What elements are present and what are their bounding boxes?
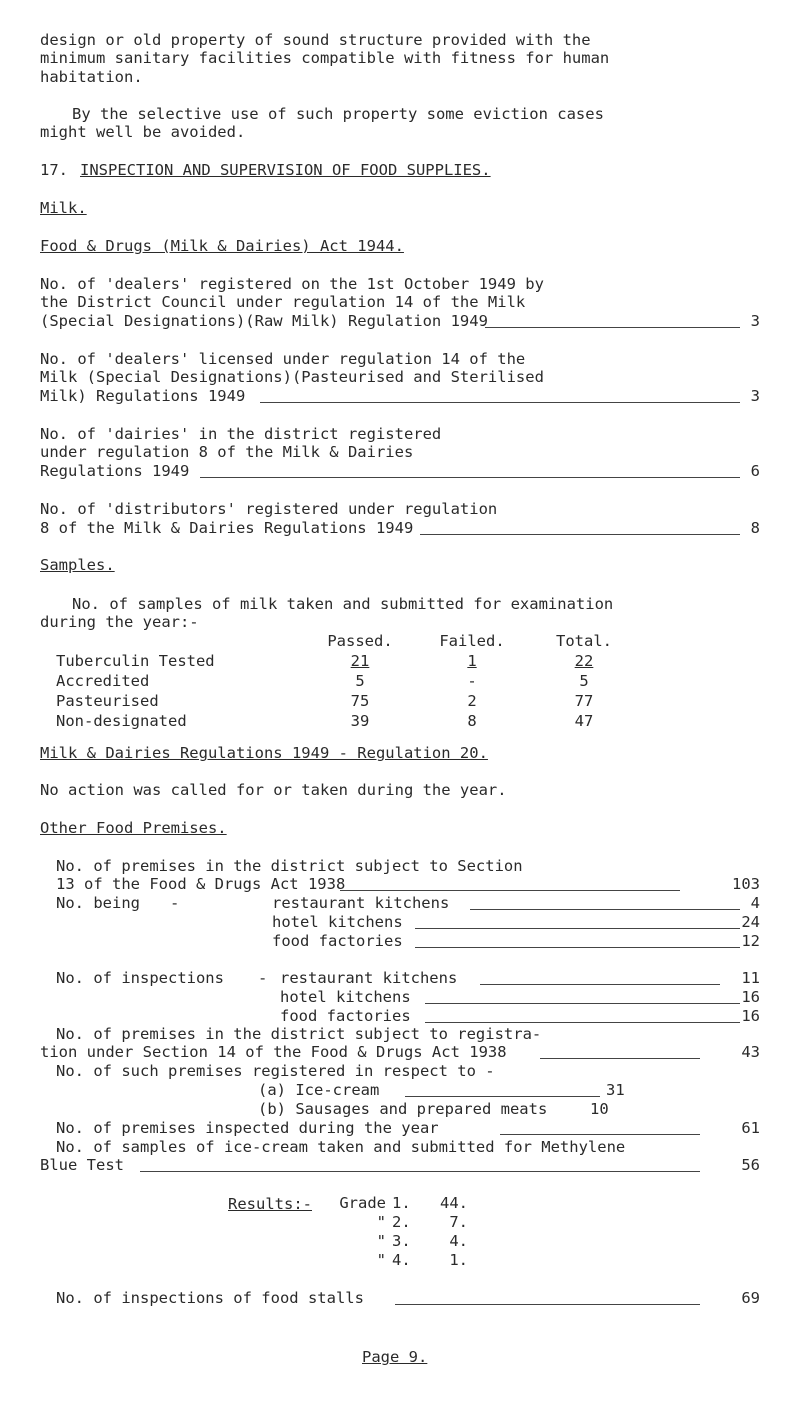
leader-line bbox=[480, 984, 720, 985]
intro-line-4: By the selective use of such property some eviction cases bbox=[72, 105, 604, 123]
grade-value: 7. bbox=[449, 1213, 468, 1231]
leader-line bbox=[470, 909, 740, 910]
table-row bbox=[336, 1194, 474, 1213]
reg20-text: No action was called for or taken during the year. bbox=[40, 781, 507, 799]
leader-line bbox=[540, 1058, 700, 1059]
ice-cream-samples-value: 56 bbox=[741, 1156, 760, 1174]
row-label: Tuberculin Tested bbox=[56, 652, 215, 670]
dealers-raw-value: 3 bbox=[750, 312, 760, 330]
being-hotel-value: 24 bbox=[741, 913, 760, 931]
intro-line-2: minimum sanitary facilities compatible with fitness for human bbox=[40, 49, 610, 67]
dealers-past-line-2: Milk (Special Designations)(Pasteurised and Sterilised bbox=[40, 368, 544, 386]
grade-value: 44. bbox=[440, 1194, 468, 1212]
intro-line-5: might well be avoided. bbox=[40, 123, 246, 141]
page-number: Page 9. bbox=[362, 1348, 428, 1366]
results-label: Results:- bbox=[228, 1195, 312, 1213]
samples-heading: Samples. bbox=[40, 556, 115, 574]
milk-heading: Milk. bbox=[40, 199, 87, 217]
dealers-past-line-3: Milk) Regulations 1949 bbox=[40, 387, 246, 405]
registration-line-1: No. of premises in the district subject to registra- bbox=[56, 1025, 542, 1043]
leader-line bbox=[405, 1096, 600, 1097]
row-total: 47 bbox=[574, 712, 594, 730]
leader-line bbox=[425, 1003, 740, 1004]
dairies-line-1: No. of 'dairies' in the district registered bbox=[40, 425, 442, 443]
samples-header-row bbox=[56, 631, 640, 651]
table-row bbox=[56, 691, 640, 711]
grade-label: " bbox=[376, 1213, 386, 1231]
insp-restaurant-label: restaurant kitchens bbox=[280, 969, 458, 987]
sausages-value: 10 bbox=[590, 1100, 609, 1118]
row-label: Pasteurised bbox=[56, 692, 159, 710]
row-passed: 21 bbox=[350, 652, 370, 670]
insp-factories-value: 16 bbox=[741, 1007, 760, 1025]
ice-cream-value: 31 bbox=[606, 1081, 625, 1099]
dealers-past-value: 3 bbox=[750, 387, 760, 405]
samples-intro-1: No. of samples of milk taken and submitted for examination bbox=[72, 595, 614, 613]
row-failed: 2 bbox=[467, 692, 477, 710]
table-row bbox=[336, 1213, 474, 1232]
grade-number: 2. bbox=[392, 1213, 411, 1231]
grade-label: Grade bbox=[339, 1194, 386, 1212]
samples-table bbox=[56, 631, 640, 731]
intro-line-1: design or old property of sound structure provided with the bbox=[40, 31, 591, 49]
leader-line bbox=[140, 1171, 700, 1172]
premises-value: 103 bbox=[732, 875, 760, 893]
row-failed: - bbox=[467, 672, 477, 690]
row-failed: 8 bbox=[467, 712, 477, 730]
grade-number: 1. bbox=[392, 1194, 411, 1212]
samples-intro-2: during the year:- bbox=[40, 613, 199, 631]
distributors-value: 8 bbox=[750, 519, 760, 537]
table-row bbox=[56, 671, 640, 691]
row-label: Non-designated bbox=[56, 712, 187, 730]
being-hotel-label: hotel kitchens bbox=[272, 913, 403, 931]
header-failed: Failed. bbox=[439, 632, 505, 650]
grade-label: " bbox=[376, 1251, 386, 1269]
row-passed: 75 bbox=[350, 692, 370, 710]
row-passed: 39 bbox=[350, 712, 370, 730]
registration-line-2: tion under Section 14 of the Food & Drugs Act 1938 bbox=[40, 1043, 507, 1061]
row-total: 22 bbox=[574, 652, 594, 670]
dealers-raw-line-2: the District Council under regulation 14 of the Milk bbox=[40, 293, 526, 311]
ice-cream-label: (a) Ice-cream bbox=[258, 1081, 380, 1099]
food-stalls-label: No. of inspections of food stalls bbox=[56, 1289, 364, 1307]
ice-cream-samples-line-1: No. of samples of ice-cream taken and submitted for Methylene bbox=[56, 1138, 626, 1156]
being-factories-value: 12 bbox=[741, 932, 760, 950]
leader-line bbox=[260, 402, 740, 403]
grade-number: 3. bbox=[392, 1232, 411, 1250]
milk-act: Food & Drugs (Milk & Dairies) Act 1944. bbox=[40, 237, 404, 255]
insp-hotel-value: 16 bbox=[741, 988, 760, 1006]
grade-label: " bbox=[376, 1232, 386, 1250]
such-premises-line: No. of such premises registered in respect to - bbox=[56, 1062, 495, 1080]
being-factories-label: food factories bbox=[272, 932, 403, 950]
section-title: INSPECTION AND SUPERVISION OF FOOD SUPPLIES. bbox=[80, 161, 491, 179]
row-total: 77 bbox=[574, 692, 594, 710]
dairies-line-3: Regulations 1949 bbox=[40, 462, 190, 480]
being-label: No. being bbox=[56, 894, 140, 912]
inspections-label: No. of inspections bbox=[56, 969, 224, 987]
premises-line-2: 13 of the Food & Drugs Act 1938 bbox=[56, 875, 346, 893]
grade-value: 1. bbox=[449, 1251, 468, 1269]
sausages-label: (b) Sausages and prepared meats bbox=[258, 1100, 548, 1118]
dairies-value: 6 bbox=[750, 462, 760, 480]
ice-cream-samples-line-2: Blue Test bbox=[40, 1156, 124, 1174]
dealers-past-line-1: No. of 'dealers' licensed under regulation 14 of the bbox=[40, 350, 526, 368]
reg20-heading: Milk & Dairies Regulations 1949 - Regulation 20. bbox=[40, 744, 488, 762]
premises-line-1: No. of premises in the district subject to Section bbox=[56, 857, 523, 875]
table-row bbox=[336, 1251, 474, 1270]
insp-restaurant-value: 11 bbox=[741, 969, 760, 987]
inspected-value: 61 bbox=[741, 1119, 760, 1137]
leader-line bbox=[420, 534, 740, 535]
results-table bbox=[336, 1194, 474, 1270]
leader-line bbox=[415, 947, 740, 948]
leader-line bbox=[200, 477, 740, 478]
dairies-line-2: under regulation 8 of the Milk & Dairies bbox=[40, 443, 414, 461]
insp-hotel-label: hotel kitchens bbox=[280, 988, 411, 1006]
distributors-line-2: 8 of the Milk & Dairies Regulations 1949 bbox=[40, 519, 414, 537]
row-label: Accredited bbox=[56, 672, 150, 690]
registration-value: 43 bbox=[741, 1043, 760, 1061]
leader-line bbox=[415, 928, 740, 929]
leader-line bbox=[395, 1304, 700, 1305]
table-row bbox=[336, 1232, 474, 1251]
grade-number: 4. bbox=[392, 1251, 411, 1269]
row-failed: 1 bbox=[467, 652, 477, 670]
dealers-raw-line-1: No. of 'dealers' registered on the 1st October 1949 by bbox=[40, 275, 544, 293]
section-number: 17. bbox=[40, 161, 68, 179]
inspected-label: No. of premises inspected during the year bbox=[56, 1119, 439, 1137]
leader-line bbox=[500, 1134, 700, 1135]
header-passed: Passed. bbox=[327, 632, 393, 650]
dealers-raw-line-3: (Special Designations)(Raw Milk) Regulation 1949 bbox=[40, 312, 488, 330]
food-stalls-value: 69 bbox=[741, 1289, 760, 1307]
leader-line bbox=[425, 1022, 740, 1023]
being-restaurant-label: restaurant kitchens bbox=[272, 894, 450, 912]
row-passed: 5 bbox=[355, 672, 365, 690]
leader-line bbox=[485, 327, 740, 328]
insp-factories-label: food factories bbox=[280, 1007, 411, 1025]
grade-value: 4. bbox=[449, 1232, 468, 1250]
leader-line bbox=[340, 890, 680, 891]
header-total: Total. bbox=[556, 632, 612, 650]
distributors-line-1: No. of 'distributors' registered under regulation bbox=[40, 500, 498, 518]
row-total: 5 bbox=[579, 672, 589, 690]
intro-line-3: habitation. bbox=[40, 68, 143, 86]
table-row bbox=[56, 651, 640, 671]
table-row bbox=[56, 711, 640, 731]
other-heading: Other Food Premises. bbox=[40, 819, 227, 837]
being-restaurant-value: 4 bbox=[750, 894, 760, 912]
